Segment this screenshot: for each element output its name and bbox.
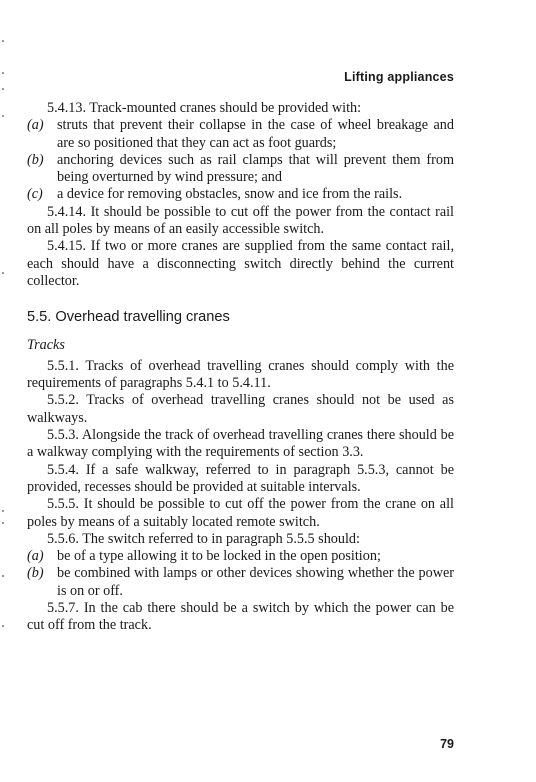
- scan-speck: [2, 575, 4, 577]
- paragraph-5-5-3: 5.5.3. Alongside the track of overhead travelling cranes there should be a walkway complying with the requirements of section 3.3.: [27, 427, 454, 461]
- list-item: [27, 565, 454, 600]
- scan-speck: [2, 72, 4, 74]
- list-marker: (a): [27, 117, 44, 134]
- paragraph-5-5-1: 5.5.1. Tracks of overhead travelling cranes should comply with the requirements of paragraphs 5.4.1 to 5.4.11.: [27, 357, 454, 392]
- page-number: 79: [440, 737, 454, 751]
- scan-edge-marks: [2, 0, 8, 782]
- scan-speck: [2, 522, 4, 524]
- page-body: [27, 100, 454, 635]
- paragraph-5-4-13-intro: 5.4.13. Track-mounted cranes should be provided with:: [47, 100, 362, 116]
- list-marker: (c): [27, 186, 43, 203]
- paragraph-5-5-7: 5.5.7. In the cab there should be a switch by which the power can be cut off from the track.: [27, 600, 454, 634]
- list-item-text: be of a type allowing it to be locked in the open position;: [57, 548, 381, 565]
- scan-speck: [2, 272, 4, 274]
- paragraph-5-4-14: 5.4.14. It should be possible to cut off the power from the contact rail on all poles by means of an easily accessible switch.: [27, 203, 454, 238]
- paragraph-5-5-6-intro: 5.5.6. The switch referred to in paragraph 5.5.5 should:: [47, 530, 360, 547]
- list-item-text: anchoring devices such as rail clamps that will prevent them from being overturned by wind pressure; and: [57, 151, 454, 186]
- paragraph-5-5-2: 5.5.2. Tracks of overhead travelling cranes should not be used as walkways.: [27, 392, 454, 426]
- list-marker: (b): [27, 565, 44, 582]
- subheading-tracks: Tracks: [27, 336, 65, 353]
- list-marker: (b): [27, 151, 44, 168]
- list-item: [27, 186, 454, 203]
- paragraph-5-5-4: 5.5.4. If a safe walkway, referred to in paragraph 5.5.3, cannot be provided, recesses should be provided at suitable intervals.: [27, 461, 454, 495]
- list-item: [27, 152, 454, 187]
- list-item: [27, 548, 454, 565]
- scan-speck: [2, 625, 4, 627]
- list-item-text: a device for removing obstacles, snow and ice from the rails.: [57, 186, 403, 203]
- list-marker: (a): [27, 548, 44, 565]
- paragraph-5-5-5: 5.5.5. It should be possible to cut off the power from the crane on all poles by means of a suitably located remote switch.: [27, 496, 454, 530]
- list-item-text: be combined with lamps or other devices showing whether the power is on or off.: [57, 565, 454, 599]
- paragraph-5-4-15: 5.4.15. If two or more cranes are supplied from the same contact rail, each should have a disconnecting switch directly behind the current collector.: [27, 238, 454, 289]
- list-item: [27, 117, 454, 152]
- scan-speck: [2, 88, 4, 90]
- section-heading-5-5: 5.5. Overhead travelling cranes: [27, 309, 230, 326]
- scan-speck: [2, 40, 4, 42]
- list-item-text: struts that prevent their collapse in the case of wheel breakage and are so positioned that they can act as foot guards;: [57, 117, 454, 151]
- scan-speck: [2, 510, 4, 512]
- running-head: Lifting appliances: [344, 70, 454, 84]
- scan-speck: [2, 115, 4, 117]
